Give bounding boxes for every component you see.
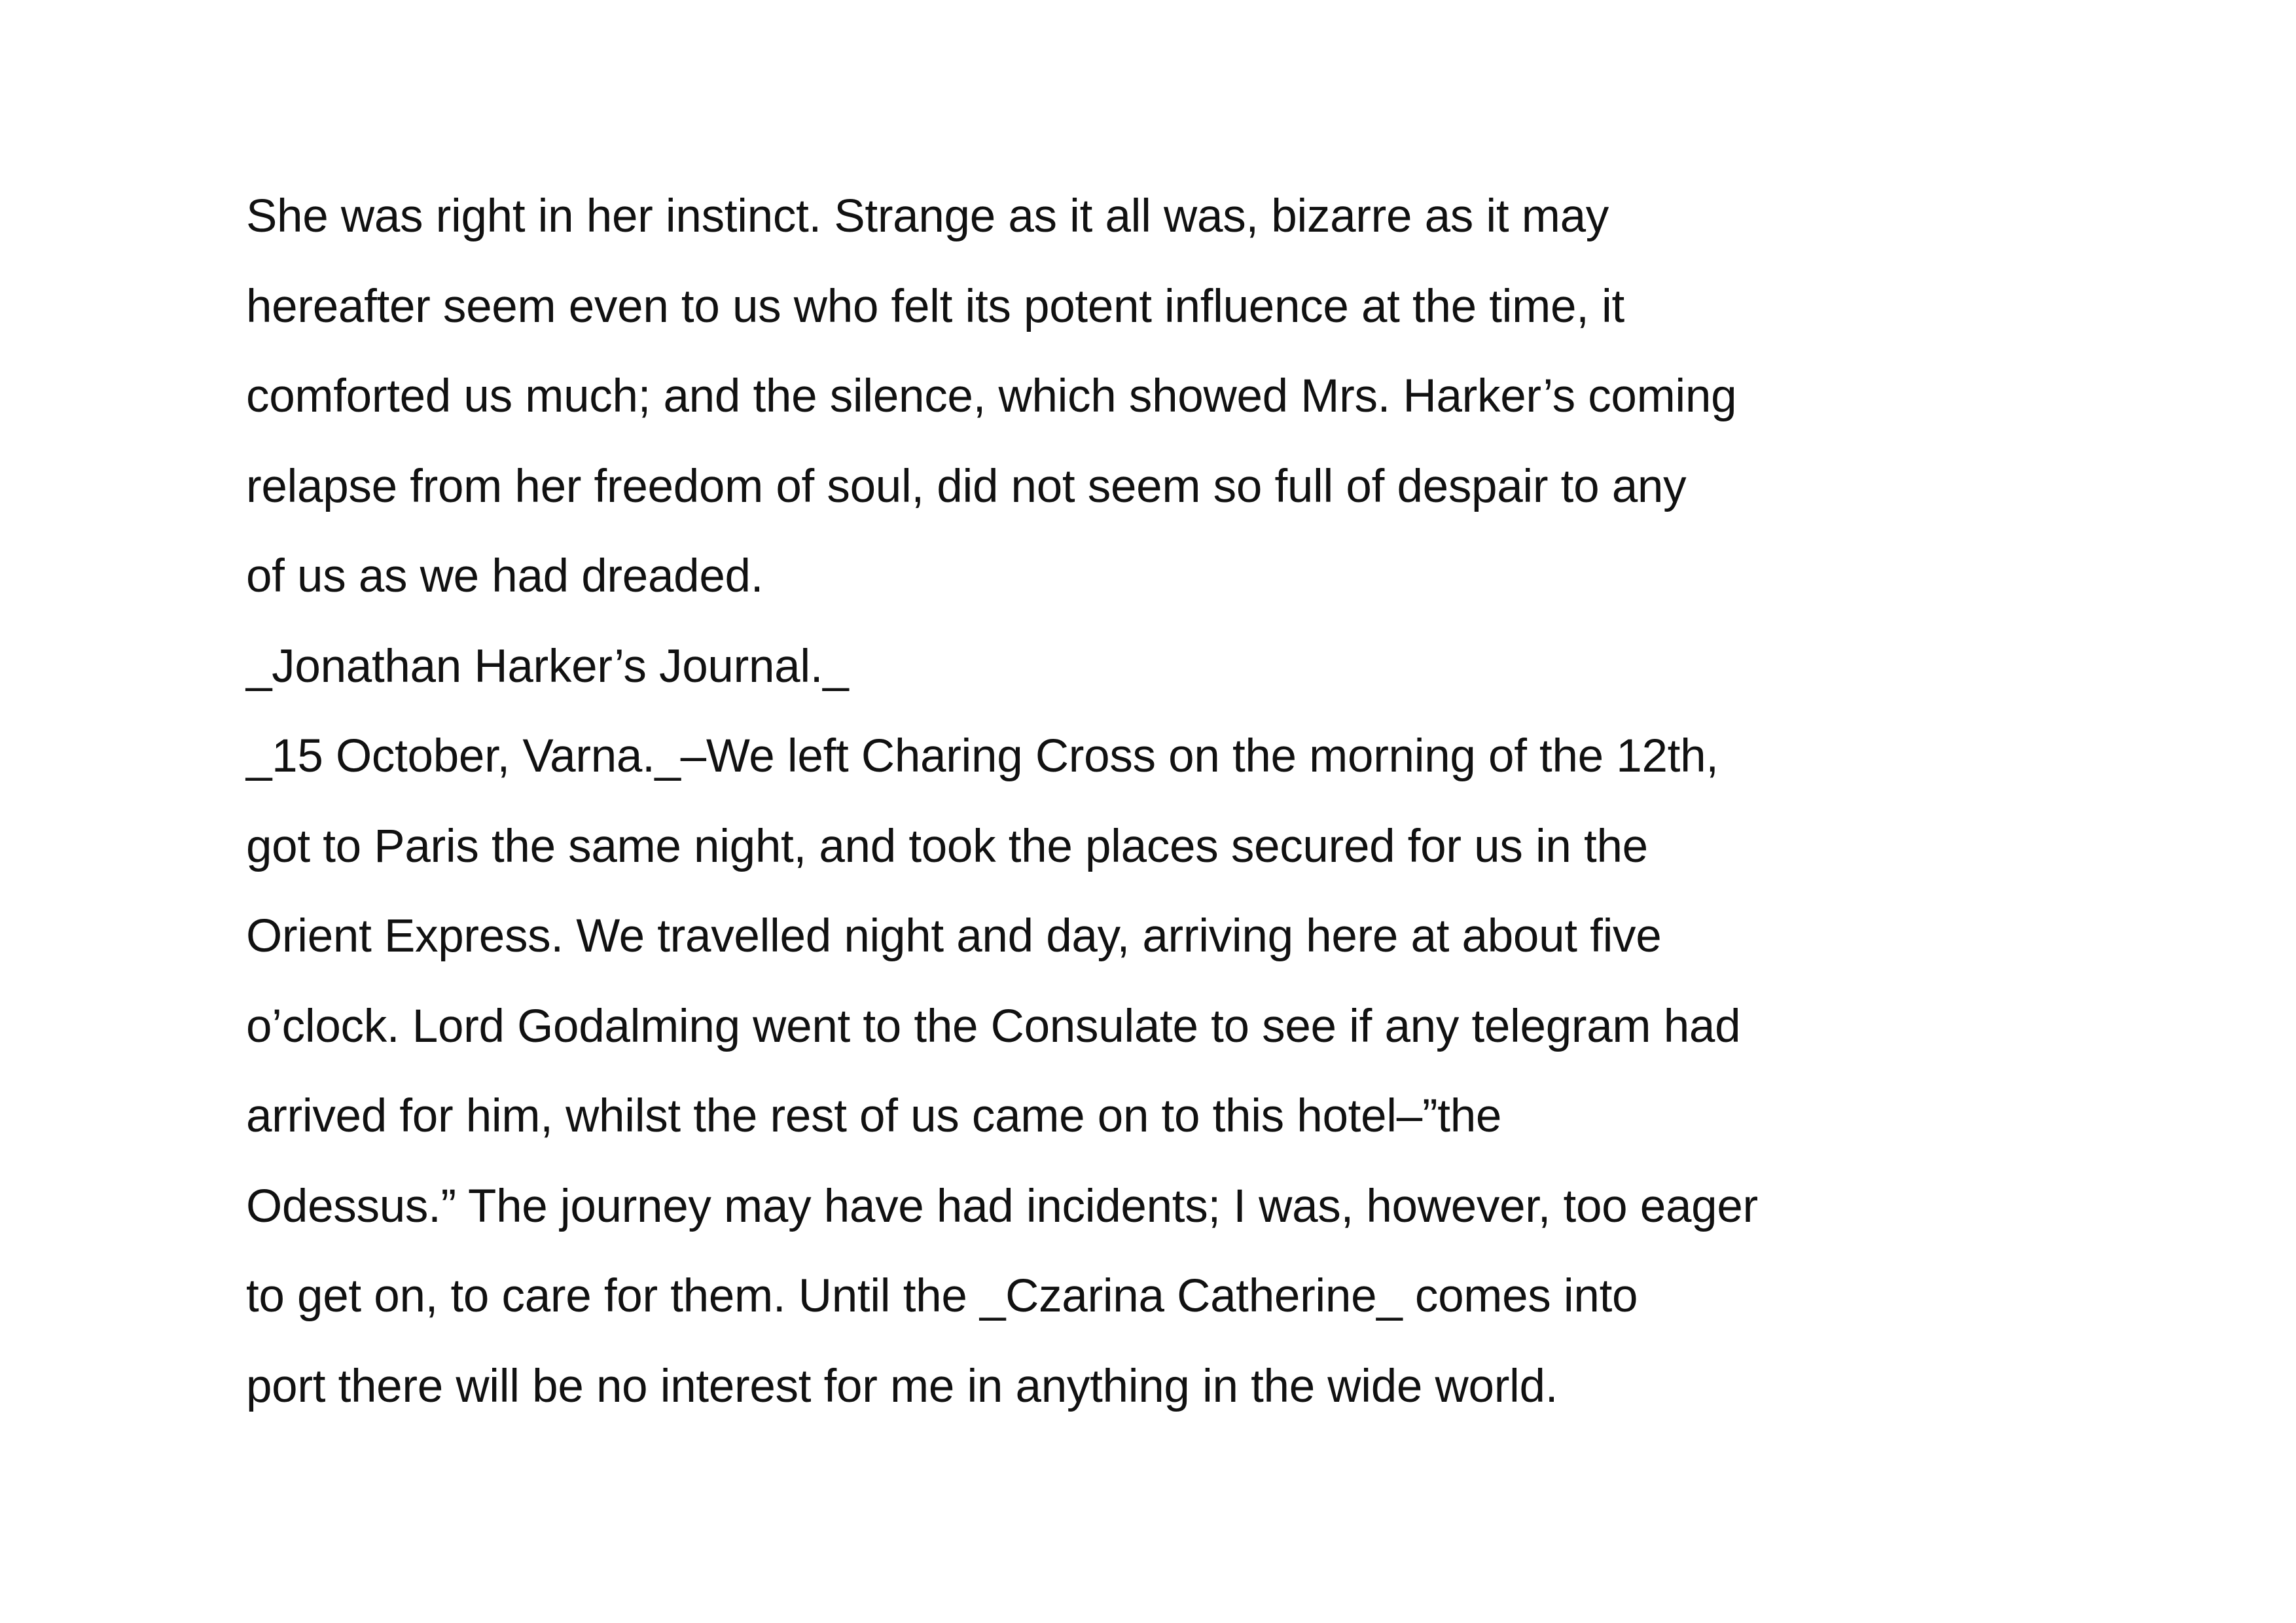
text-line: to get on, to care for them. Until the _Czarina Catherine_ comes into [246, 1270, 1638, 1322]
text-line: o’clock. Lord Godalming went to the Consulate to see if any telegram had [246, 1000, 1741, 1052]
text-line: Odessus.” The journey may have had incidents; I was, however, too eager [246, 1180, 1758, 1232]
text-line: comforted us much; and the silence, which showed Mrs. Harker’s coming [246, 370, 1737, 422]
text-line: of us as we had dreaded. [246, 550, 764, 602]
text-line: hereafter seem even to us who felt its potent influence at the time, it [246, 280, 1624, 332]
text-line: She was right in her instinct. Strange as it all was, bizarre as it may [246, 190, 1609, 242]
journal-heading: _Jonathan Harker’s Journal._ [246, 640, 849, 692]
text-line: _15 October, Varna._–We left Charing Cross on the morning of the 12th, [246, 730, 1719, 782]
text-line: port there will be no interest for me in anything in the wide world. [246, 1360, 1558, 1412]
text-line: relapse from her freedom of soul, did not seem so full of despair to any [246, 460, 1687, 512]
body-text [246, 171, 1882, 1431]
text-line: got to Paris the same night, and took the places secured for us in the [246, 820, 1648, 872]
text-line: arrived for him, whilst the rest of us came on to this hotel–”the [246, 1090, 1502, 1142]
text-line: Orient Express. We travelled night and day, arriving here at about five [246, 910, 1662, 962]
